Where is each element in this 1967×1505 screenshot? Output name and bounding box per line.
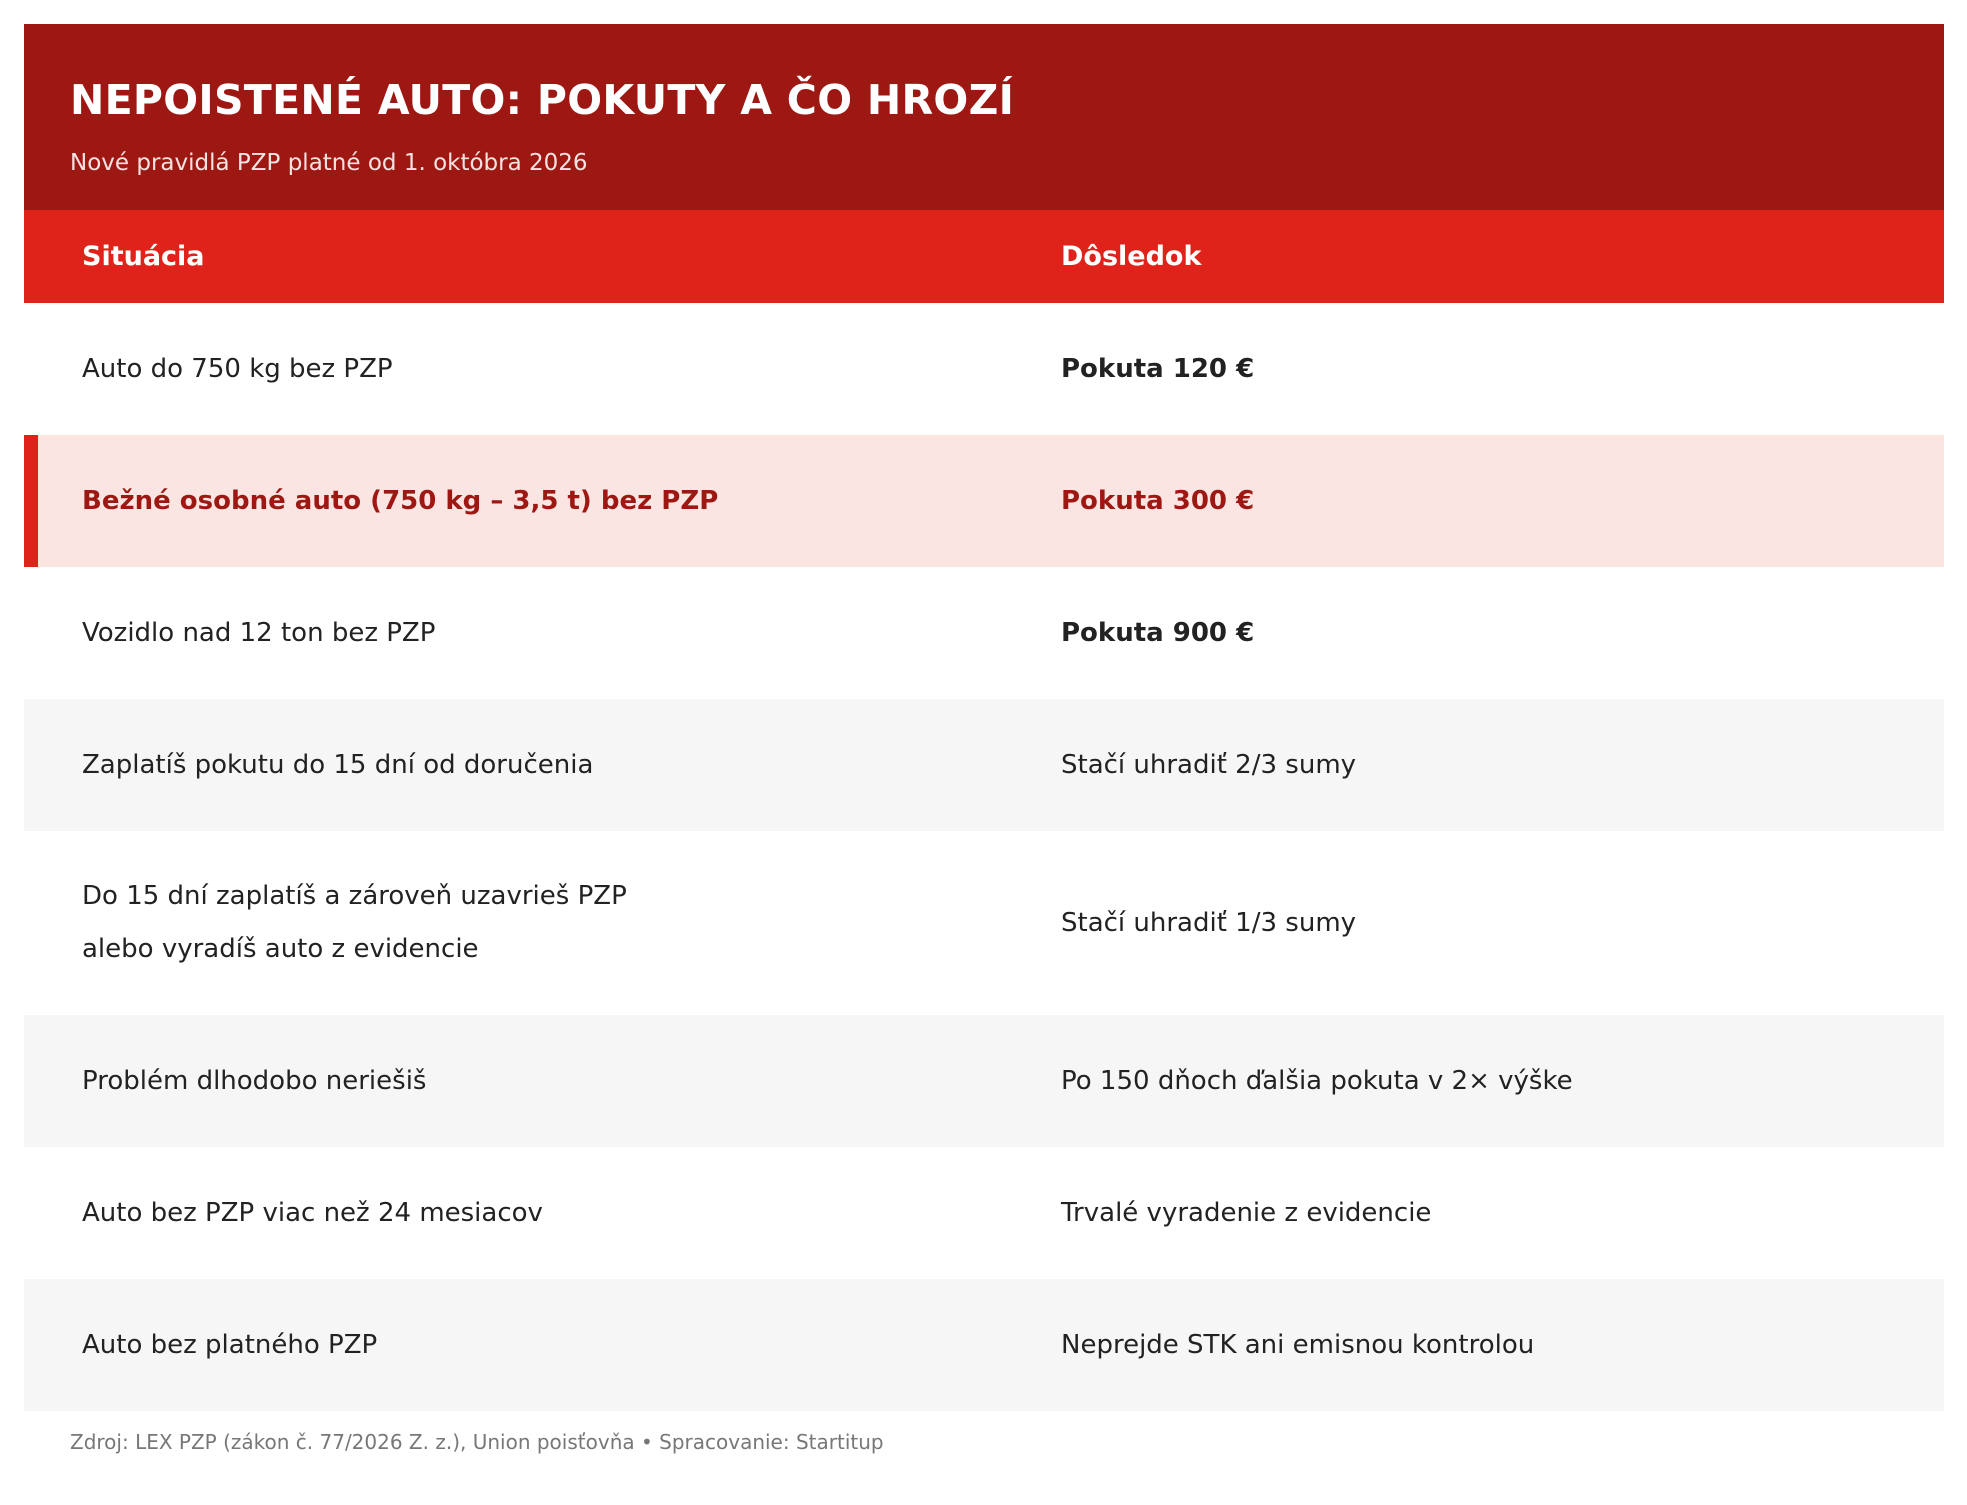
table-row-highlighted: [24, 435, 1944, 567]
situation-line: alebo vyradíš auto z evidencie: [82, 934, 479, 964]
table-header: [24, 210, 1944, 303]
table-row: [24, 1279, 1944, 1411]
highlight-marker: [24, 435, 38, 567]
situation-cell: Auto bez platného PZP: [82, 1330, 378, 1360]
consequence-cell: Stačí uhradiť 2/3 sumy: [1061, 750, 1357, 780]
fines-infographic: [24, 24, 1944, 1411]
situation-cell: Bežné osobné auto (750 kg – 3,5 t) bez PZP: [82, 486, 719, 516]
situation-cell: Vozidlo nad 12 ton bez PZP: [82, 618, 436, 648]
table-row: [24, 567, 1944, 699]
consequence-cell: Po 150 dňoch ďalšia pokuta v 2× výške: [1061, 1066, 1573, 1096]
table-row: [24, 1147, 1944, 1279]
table-row: [24, 831, 1944, 1015]
situation-cell: [24, 870, 1061, 976]
consequence-cell: Pokuta 300 €: [1061, 486, 1255, 516]
consequence-cell: Trvalé vyradenie z evidencie: [1061, 1198, 1432, 1228]
situation-cell: Auto bez PZP viac než 24 mesiacov: [82, 1198, 543, 1228]
table-row: [24, 699, 1944, 831]
situation-cell: Auto do 750 kg bez PZP: [82, 354, 393, 384]
situation-cell: Zaplatíš pokutu do 15 dní od doručenia: [82, 750, 594, 780]
situation-cell: Problém dlhodobo neriešiš: [82, 1066, 427, 1096]
page-title: NEPOISTENÉ AUTO: POKUTY A ČO HROZÍ: [70, 76, 1015, 124]
consequence-cell: Neprejde STK ani emisnou kontrolou: [1061, 1330, 1535, 1360]
table-row: [24, 1015, 1944, 1147]
header: [24, 24, 1944, 210]
consequence-cell: Stačí uhradiť 1/3 sumy: [1061, 908, 1357, 938]
table-row: [24, 303, 1944, 435]
column-header-consequence: Dôsledok: [1061, 241, 1202, 272]
column-header-situation: Situácia: [82, 241, 205, 272]
situation-line: Do 15 dní zaplatíš a zároveň uzavrieš PZP: [82, 881, 627, 911]
page-subtitle: Nové pravidlá PZP platné od 1. októbra 2026: [70, 150, 588, 176]
consequence-cell: Pokuta 900 €: [1061, 618, 1255, 648]
source-footer: Zdroj: LEX PZP (zákon č. 77/2026 Z. z.), Union poisťovňa • Spracovanie: Startitup: [70, 1430, 884, 1454]
consequence-cell: Pokuta 120 €: [1061, 354, 1255, 384]
